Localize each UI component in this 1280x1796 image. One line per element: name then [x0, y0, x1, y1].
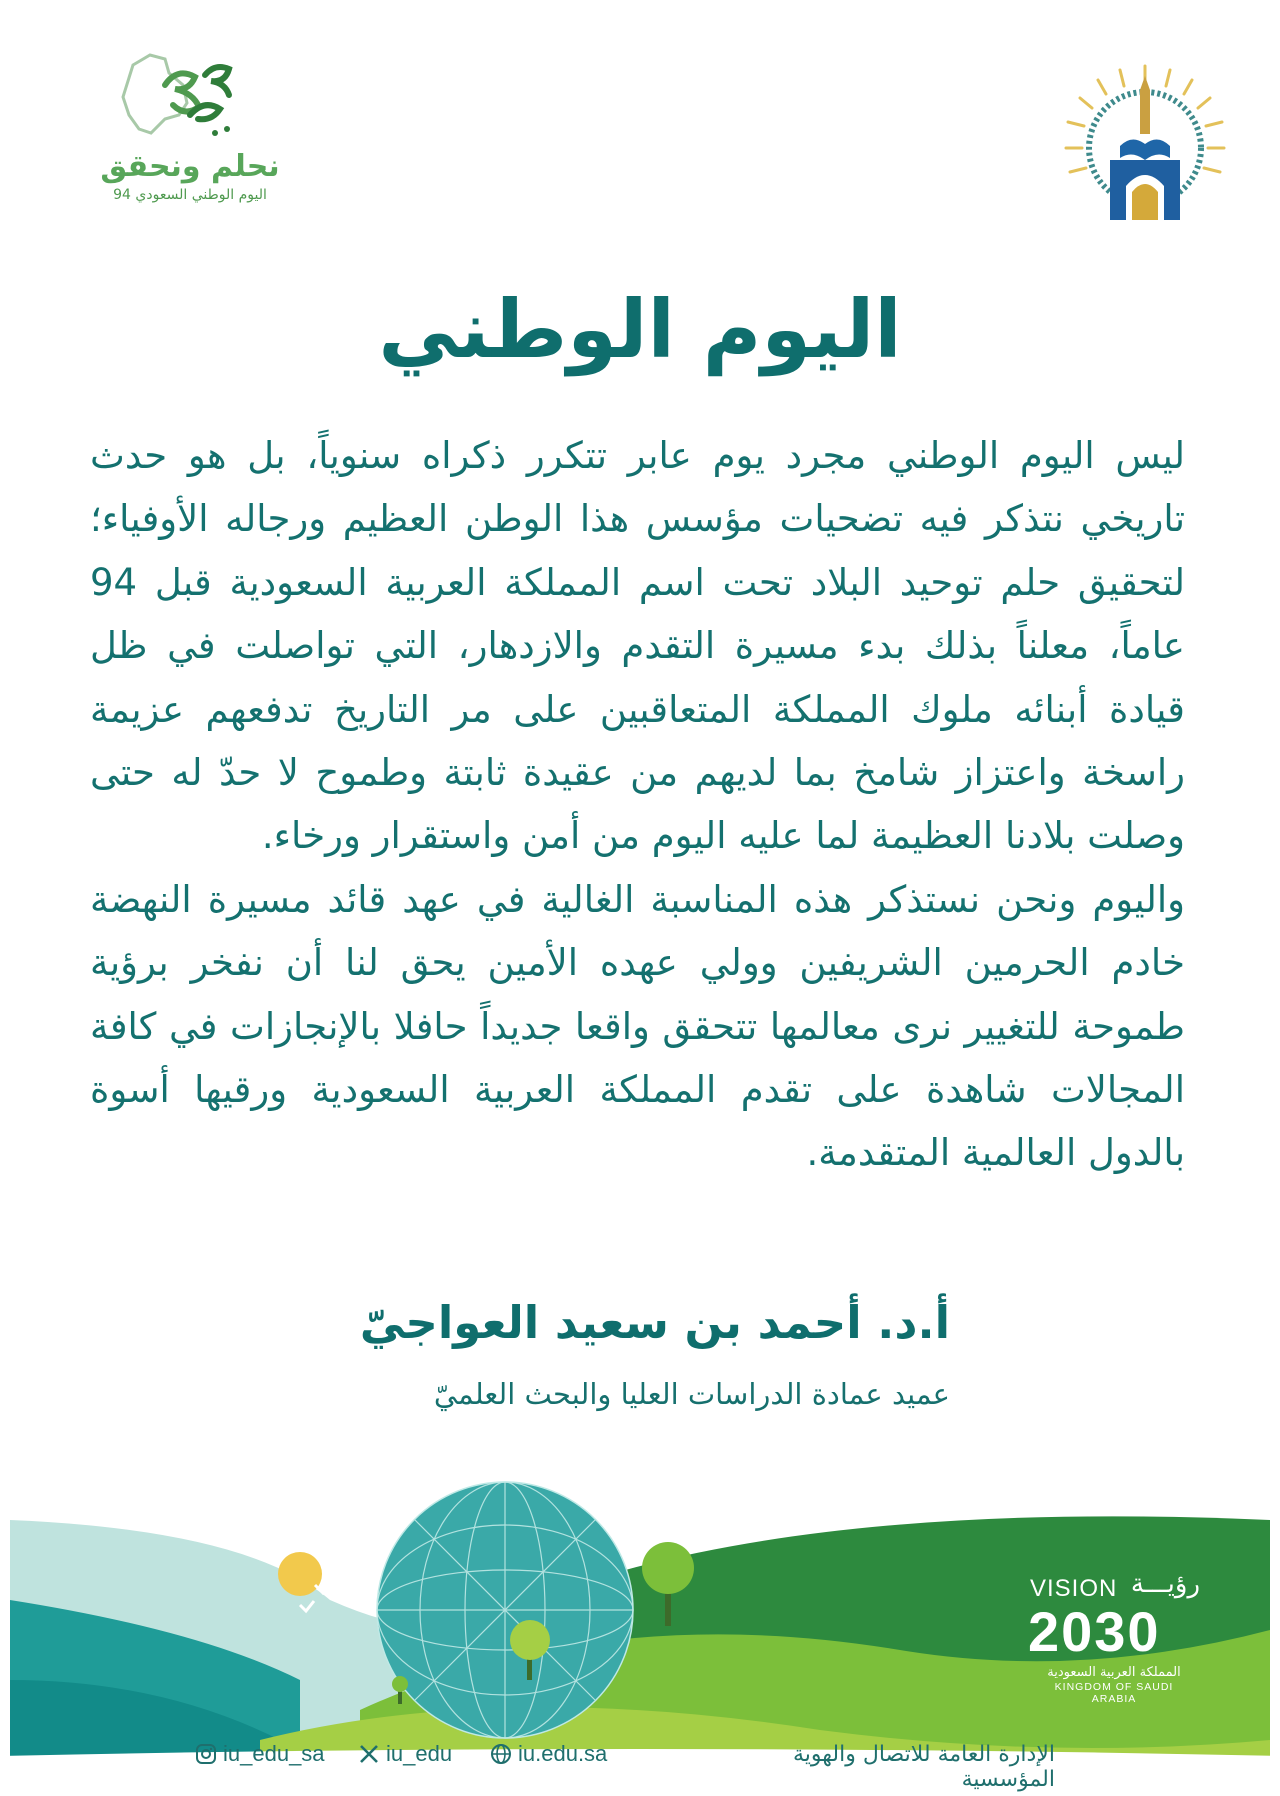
website-link[interactable]	[490, 1741, 607, 1767]
x-handle-text: iu_edu	[386, 1741, 453, 1766]
campaign-subtitle: اليوم الوطني السعودي 94	[113, 187, 267, 203]
islamic-university-logo	[1060, 60, 1230, 230]
signatory-name: أ.د. أحمد بن سعيد العواجيّ	[359, 1296, 950, 1349]
message-body	[90, 424, 1185, 1185]
signatory-title: عميد عمادة الدراسات العليا والبحث العلميّ	[433, 1377, 950, 1411]
saudi-map-calligraphy-icon	[95, 45, 285, 149]
kingdom-name-en: KINGDOM OF SAUDI ARABIA	[1054, 1681, 1174, 1705]
vision-label: VISION	[1030, 1575, 1118, 1602]
x-handle[interactable]	[358, 1741, 452, 1767]
instagram-handle-text: iu_edu_sa	[223, 1741, 325, 1766]
body-paragraph-1: ليس اليوم الوطني مجرد يوم عابر تتكرر ذكراه سنوياً، بل هو حدث تاريخي نتذكر فيه تضحيات مؤسس هذا الوطن العظيم ورجاله الأوفياء؛ لتحقيق حلم توحيد البلاد تحت اسم المملكة العربية السعودية قبل 94 عاماً، معلناً بذلك بدء مسيرة التقدم والازدهار، التي تواصلت في ظل قيادة أبنائه ملوك المملكة المتعاقبين على مر التاريخ تدفعهم عزيمة راسخة واعتزاز شامخ بما لديهم من عقيدة ثابتة وطموح لا حدّ له حتى وصلت بلادنا العظيمة لما عليه اليوم من أمن واستقرار ورخاء.	[90, 434, 1185, 858]
kingdom-name-ar: المملكة العربية السعودية	[1047, 1665, 1181, 1680]
vision-label-ar: رؤيـــة	[1130, 1569, 1200, 1599]
instagram-icon	[195, 1743, 217, 1765]
vision-2030-logo	[1028, 1569, 1210, 1705]
globe-icon	[490, 1743, 512, 1765]
page-title: اليوم الوطني	[378, 283, 902, 376]
university-emblem-icon	[1060, 60, 1230, 230]
campaign-slogan: نحلم ونحقق	[100, 149, 280, 184]
x-icon	[358, 1743, 380, 1765]
body-paragraph-2: واليوم ونحن نستذكر هذه المناسبة الغالية في عهد قائد مسيرة النهضة خادم الحرمين الشريفين وولي عهده الأمين يحق لنا أن نفخر برؤية طموحة للتغيير نرى معالمها تتحقق واقعا جديداً حافلا بالإنجازات في كافة المجالات شاهدة على تقدم المملكة العربية السعودية ورقيها أسوة بالدول العالمية المتقدمة.	[90, 877, 1185, 1175]
department-name: الإدارة العامة للاتصال والهوية المؤسسية	[793, 1742, 1055, 1792]
vision-year: 2030	[1028, 1600, 1161, 1663]
instagram-handle[interactable]	[195, 1741, 325, 1767]
national-day-campaign-logo	[95, 45, 285, 220]
website-text: iu.edu.sa	[518, 1741, 608, 1766]
